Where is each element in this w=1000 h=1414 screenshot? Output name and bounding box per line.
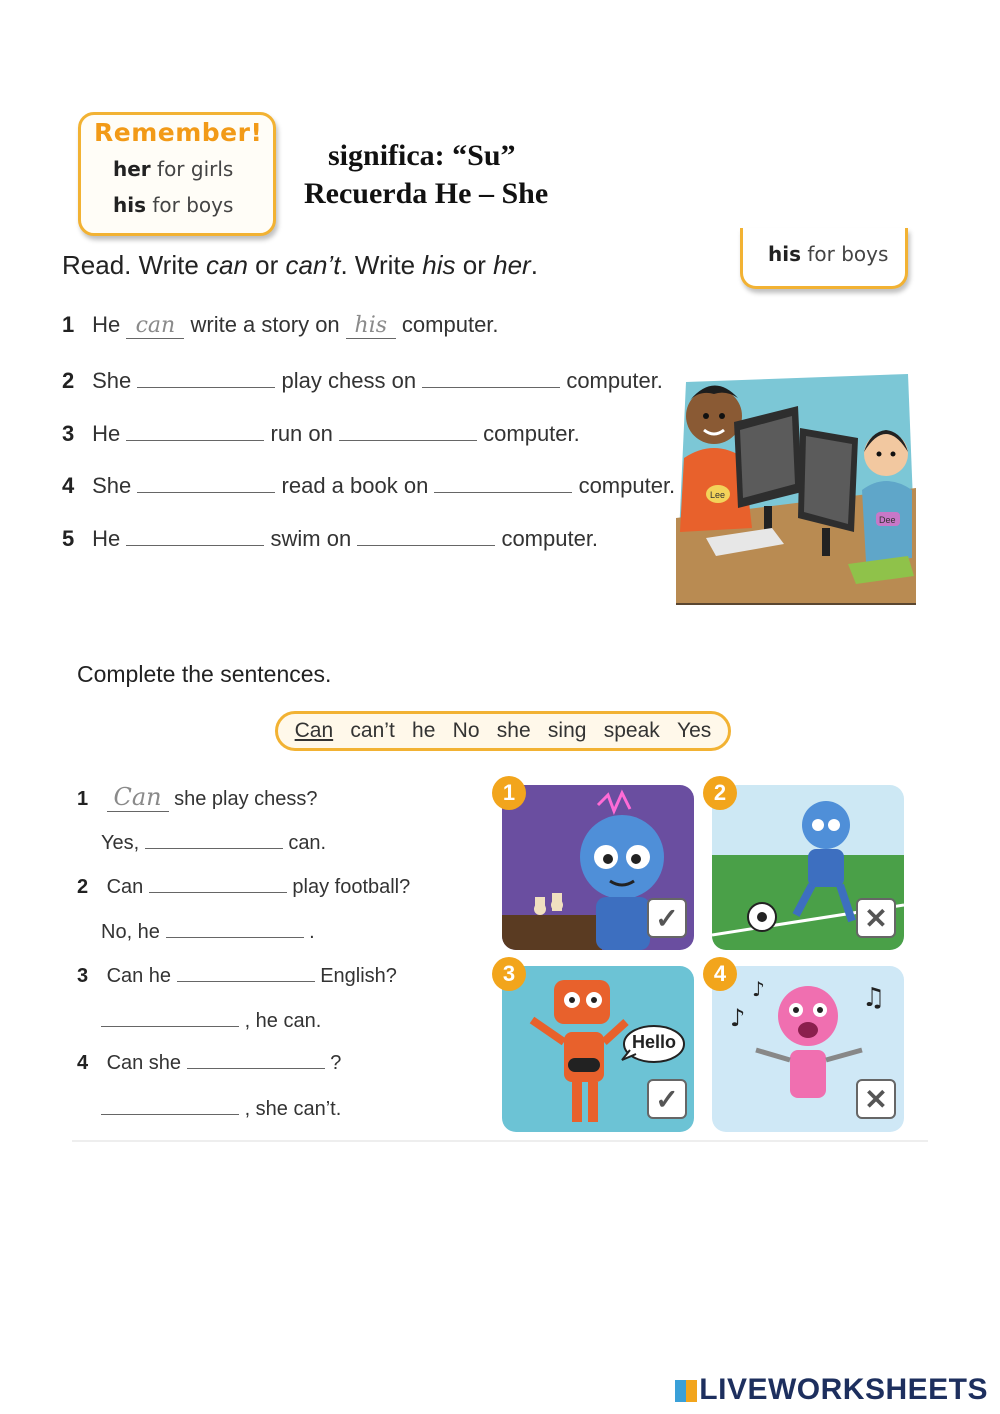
remember-line-his: his for boys <box>113 193 234 217</box>
cropped-line-his: his for boys <box>768 242 889 266</box>
blank-input[interactable] <box>126 525 264 546</box>
exercise1-heading: Read. Write can or can’t. Write his or her. <box>62 250 538 280</box>
cross-icon: ✕ <box>856 898 896 938</box>
note-recuerda: Recuerda He – She <box>304 177 549 210</box>
cross-icon: ✕ <box>856 1079 896 1119</box>
blank-input[interactable] <box>126 420 264 441</box>
word-bank-item: No <box>452 719 480 742</box>
blank-input[interactable] <box>145 828 283 849</box>
word-bank-item: speak <box>603 719 660 742</box>
picture-badge-1: 1 <box>492 776 526 810</box>
blank-input[interactable] <box>149 872 287 893</box>
exercise2-answer-4: , she can’t. <box>101 1094 341 1121</box>
blank-input[interactable] <box>166 917 304 938</box>
exercise1-sentence-1: 1 He can write a story on his computer. <box>62 312 499 338</box>
word-bank-item: can’t <box>350 719 395 742</box>
boy-shirt-label: Lee <box>710 490 726 500</box>
blank-input[interactable] <box>177 961 315 982</box>
svg-text:♪: ♪ <box>752 977 765 1001</box>
exercise2-question-3: 3 Can he English? <box>77 961 397 988</box>
exercise1-sentence-4: 4 She read a book on computer. <box>62 473 676 498</box>
divider <box>72 1140 928 1142</box>
svg-text:♪: ♪ <box>730 1004 746 1032</box>
answer-can-2: Can <box>107 783 169 812</box>
speech-bubble-hello: Hello <box>632 1032 677 1052</box>
girl-shirt-label: Dee <box>879 515 896 525</box>
blank-input[interactable] <box>422 367 560 388</box>
remember-line-her: her for girls <box>113 157 234 181</box>
word-bank-item: Yes <box>677 719 712 742</box>
remember-title: Remember! <box>94 118 263 147</box>
check-icon: ✓ <box>647 898 687 938</box>
exercise2-question-1: 1 Can she play chess? <box>77 783 318 811</box>
liveworksheets-logo: LIVEWORKSHEETS <box>675 1373 988 1407</box>
blank-input[interactable] <box>339 420 477 441</box>
exercise2-answer-1: Yes, can. <box>101 828 326 855</box>
check-icon: ✓ <box>647 1079 687 1119</box>
exercise1-sentence-2: 2 She play chess on computer. <box>62 368 663 393</box>
blank-input[interactable] <box>187 1048 325 1069</box>
exercise1-sentence-5: 5 He swim on computer. <box>62 526 599 551</box>
word-bank <box>275 711 731 751</box>
note-significa: significa: “Su” <box>328 139 516 172</box>
picture-badge-2: 2 <box>703 776 737 810</box>
blank-input[interactable] <box>137 472 275 493</box>
word-bank-item: sing <box>547 719 587 742</box>
blank-input[interactable] <box>137 367 275 388</box>
word-bank-item: she <box>496 719 531 742</box>
blank-input[interactable] <box>434 472 572 493</box>
word-bank-item: he <box>412 719 436 742</box>
exercise2-question-4: 4 Can she ? <box>77 1048 341 1075</box>
exercise2-answer-3: , he can. <box>101 1006 321 1033</box>
exercise2-question-2: 2 Can play football? <box>77 872 410 899</box>
exercise1-sentence-3: 3 He run on computer. <box>62 421 580 446</box>
picture-badge-3: 3 <box>492 957 526 991</box>
svg-text:♫: ♫ <box>862 983 886 1013</box>
answer-can: can <box>126 313 184 339</box>
answer-his: his <box>346 313 396 339</box>
blank-input[interactable] <box>101 1006 239 1027</box>
kids-computers-illustration <box>676 368 916 606</box>
word-bank-item: Can <box>294 719 334 742</box>
blank-input[interactable] <box>357 525 495 546</box>
picture-badge-4: 4 <box>703 957 737 991</box>
exercise2-heading: Complete the sentences. <box>77 661 332 687</box>
exercise2-answer-2: No, he . <box>101 917 315 944</box>
blank-input[interactable] <box>101 1094 239 1115</box>
logo-icon <box>675 1380 697 1402</box>
